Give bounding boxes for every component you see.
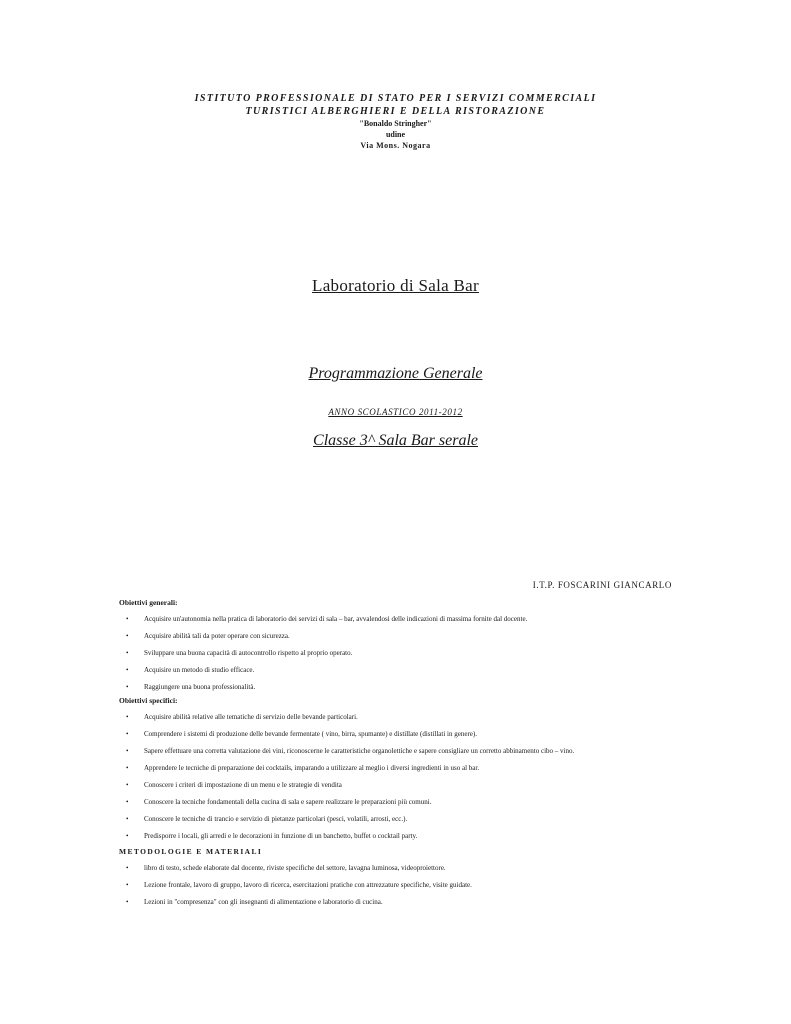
list-item: • Apprendere le tecniche di preparazione dei cocktails, imparando a utilizzare al meglio i diversi ingredienti in uso al bar. [119, 763, 719, 774]
list-item: • Sapere effettuare una corretta valutazione dei vini, riconoscerne le caratteristiche organolettiche e sapere consigliare un corretto abbinamento cibo – vino. [119, 746, 719, 757]
specific-goals-list [119, 712, 719, 842]
institute-city: udine [385, 130, 406, 139]
class-name: Classe 3^ Sala Bar serale [313, 432, 478, 449]
institute-address: Via Mons. Nogara [360, 141, 431, 150]
teacher-name: I.T.P. FOSCARINI GIANCARLO [532, 580, 672, 590]
section-heading-general-goals: Obiettivi generali: [119, 598, 178, 607]
list-item: • Acquisire un metodo di studio efficace. [119, 665, 719, 676]
institute-name-line2: TURISTICI ALBERGHIERI E DELLA RISTORAZIONE [245, 106, 546, 117]
methods-list [119, 863, 719, 908]
institute-short-name: "Bonaldo Stringher" [359, 119, 432, 128]
list-item: • Raggiungere una buona professionalità. [119, 682, 719, 693]
list-item: • Lezione frontale, lavoro di gruppo, lavoro di ricerca, esercitazioni pratiche con attrezzature specifiche, visite guidate. [119, 880, 719, 891]
list-item: • libro di testo, schede elaborate dal docente, riviste specifiche del settore, lavagna luminosa, videoproiettore. [119, 863, 719, 874]
school-year: ANNO SCOLASTICO 2011-2012 [328, 407, 463, 417]
institute-name-line1: ISTITUTO PROFESSIONALE DI STATO PER I SERVIZI COMMERCIALI [194, 93, 597, 104]
list-item: • Acquisire un'autonomia nella pratica di laboratorio dei servizi di sala – bar, avvalendosi delle indicazioni di massima fornite dal docente. [119, 614, 719, 625]
list-item: • Conoscere la tecniche fondamentali della cucina di sala e sapere realizzare le preparazioni più comuni. [119, 797, 719, 808]
list-item: • Lezioni in "compresenza" con gli insegnanti di alimentazione e laboratorio di cucina. [119, 897, 719, 908]
document-body [119, 595, 719, 908]
list-item: • Conoscere i criteri di impostazione di un menu e le strategie di vendita [119, 780, 719, 791]
section-heading-methods: METODOLOGIE E MATERIALI [119, 847, 263, 856]
section-heading-specific-goals: Obiettivi specifici: [119, 696, 178, 705]
list-item: • Comprendere i sistemi di produzione delle bevande fermentate ( vino, birra, spumante) e distillate (distillati in genere). [119, 729, 719, 740]
list-item: • Conoscere le tecniche di trancio e servizio di pietanze particolari (pesci, volatili, arrosti, ecc.). [119, 814, 719, 825]
general-goals-list [119, 614, 719, 693]
institute-header [0, 92, 791, 151]
list-item: • Acquisire abilità relative alle tematiche di servizio delle bevande particolari. [119, 712, 719, 723]
list-item: • Sviluppare una buona capacità di autocontrollo rispetto al proprio operato. [119, 648, 719, 659]
document-subtitle: Programmazione Generale [308, 365, 483, 382]
list-item: • Predisporre i locali, gli arredi e le decorazioni in funzione di un banchetto, buffet o cocktail party. [119, 831, 719, 842]
document-title: Laboratorio di Sala Bar [312, 276, 479, 295]
list-item: • Acquisire abilità tali da poter operare con sicurezza. [119, 631, 719, 642]
